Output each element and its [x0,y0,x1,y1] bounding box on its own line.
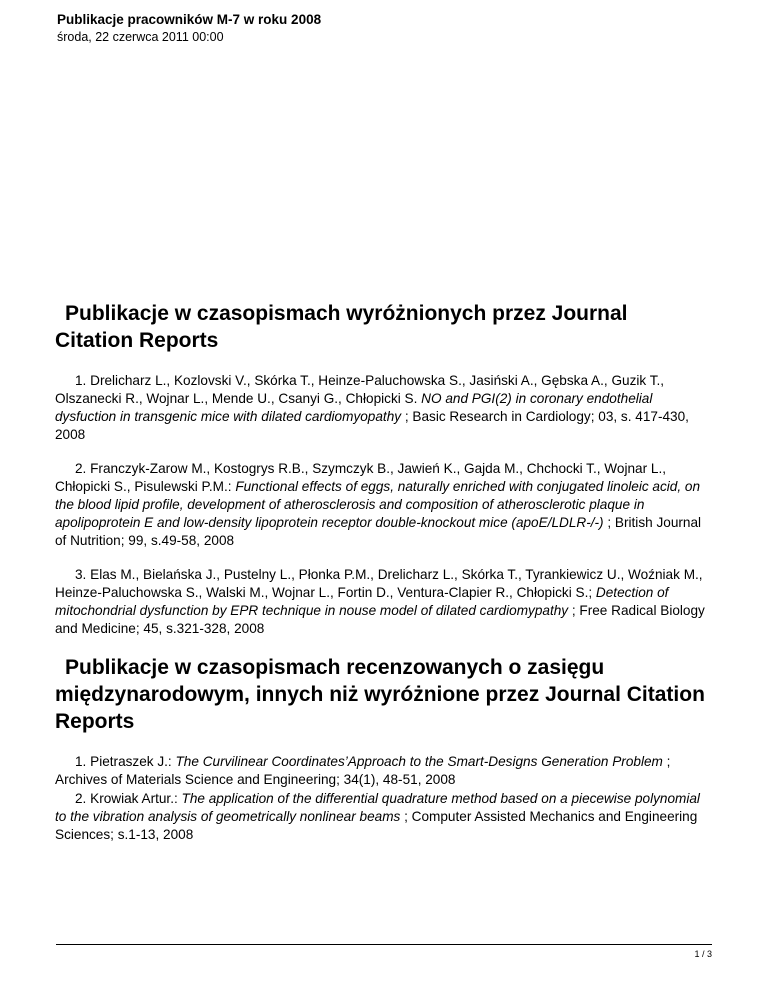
item-authors: Franczyk-Zarow M., Kostogrys R.B., Szymczyk B., Jawień K., Gajda M., Chchocki T., Wojnar L., Chłopicki S., Pisulewski P.M.: [55,461,667,494]
publication-item [55,372,705,444]
item-title: The Curvilinear Coordinates’Approach to the Smart-Designs Generation Problem [175,754,663,769]
item-source: ; British Journal of Nutrition; 99, s.49-58, 2008 [55,515,702,548]
item-number: 1. [75,754,87,769]
publication-item [55,460,705,550]
section-heading-jcr: Publikacje w czasopismach wyróżnionych przez Journal Citation Reports [55,302,628,352]
item-source: ; Archives of Materials Science and Engineering; 34(1), 48-51, 2008 [55,754,671,787]
item-authors: Pietraszek J.: [90,754,172,769]
item-number: 2. [75,791,87,806]
item-source: ; Free Radical Biology and Medicine; 45, s.321-328, 2008 [55,603,705,636]
publication-item [55,566,705,638]
item-title: The application of the differential quadrature method based on a piecewise polynomial to the vibration analysis of geometrically nonlinear beams [55,791,700,824]
item-number: 3. [75,567,87,582]
page-number: 1 / 3 [694,949,712,959]
document-title: Publikacje pracowników M-7 w roku 2008 [57,12,322,27]
item-title: Functional effects of eggs, naturally enriched with conjugated linoleic acid, on the blood lipid profile, development of atherosclerosis and composition of atherosclerotic plaque in apolipoprotein E and low-density lipoprotein receptor double-knockout mice (apoE/LDLR-/-) [55,479,701,530]
footer-divider [56,944,712,945]
publication-item [55,753,705,789]
item-title: NO and PGI(2) in coronary endothelial dysfuction in transgenic mice with dilated cardiomyopathy [55,391,653,424]
item-source: ; Basic Research in Cardiology; 03, s. 417-430, 2008 [55,409,689,442]
item-authors: Elas M., Bielańska J., Pustelny L., Płonka P.M., Drelicharz L., Skórka T., Tyrankiewicz U., Woźniak M., Heinze-Paluchowska S., Walski M., Wojnar L., Fortin D., Ventura-Clapier R., Chłopicki S.; [55,567,703,600]
item-source: ; Computer Assisted Mechanics and Engineering Sciences; s.1-13, 2008 [55,809,698,842]
item-authors: Drelicharz L., Kozlovski V., Skórka T., Heinze-Paluchowska S., Jasiński A., Gębska A., Guzik T., Olszanecki R., Wojnar L., Mende U., Csanyi G., Chłopicki S. [55,373,665,406]
publication-list [55,300,705,860]
document-date: środa, 22 czerwca 2011 00:00 [57,30,224,44]
item-title: Detection of mitochondrial dysfunction by EPR technique in nouse model of dilated cardiomypathy [55,585,669,618]
item-authors: Krowiak Artur.: [90,791,178,806]
item-number: 2. [75,461,87,476]
publication-item [55,790,705,844]
section-heading-international: Publikacje w czasopismach recenzowanych o zasięgu międzynarodowym, innych niż wyróżnione przez Journal Citation Reports [55,656,705,733]
item-number: 1. [75,373,87,388]
